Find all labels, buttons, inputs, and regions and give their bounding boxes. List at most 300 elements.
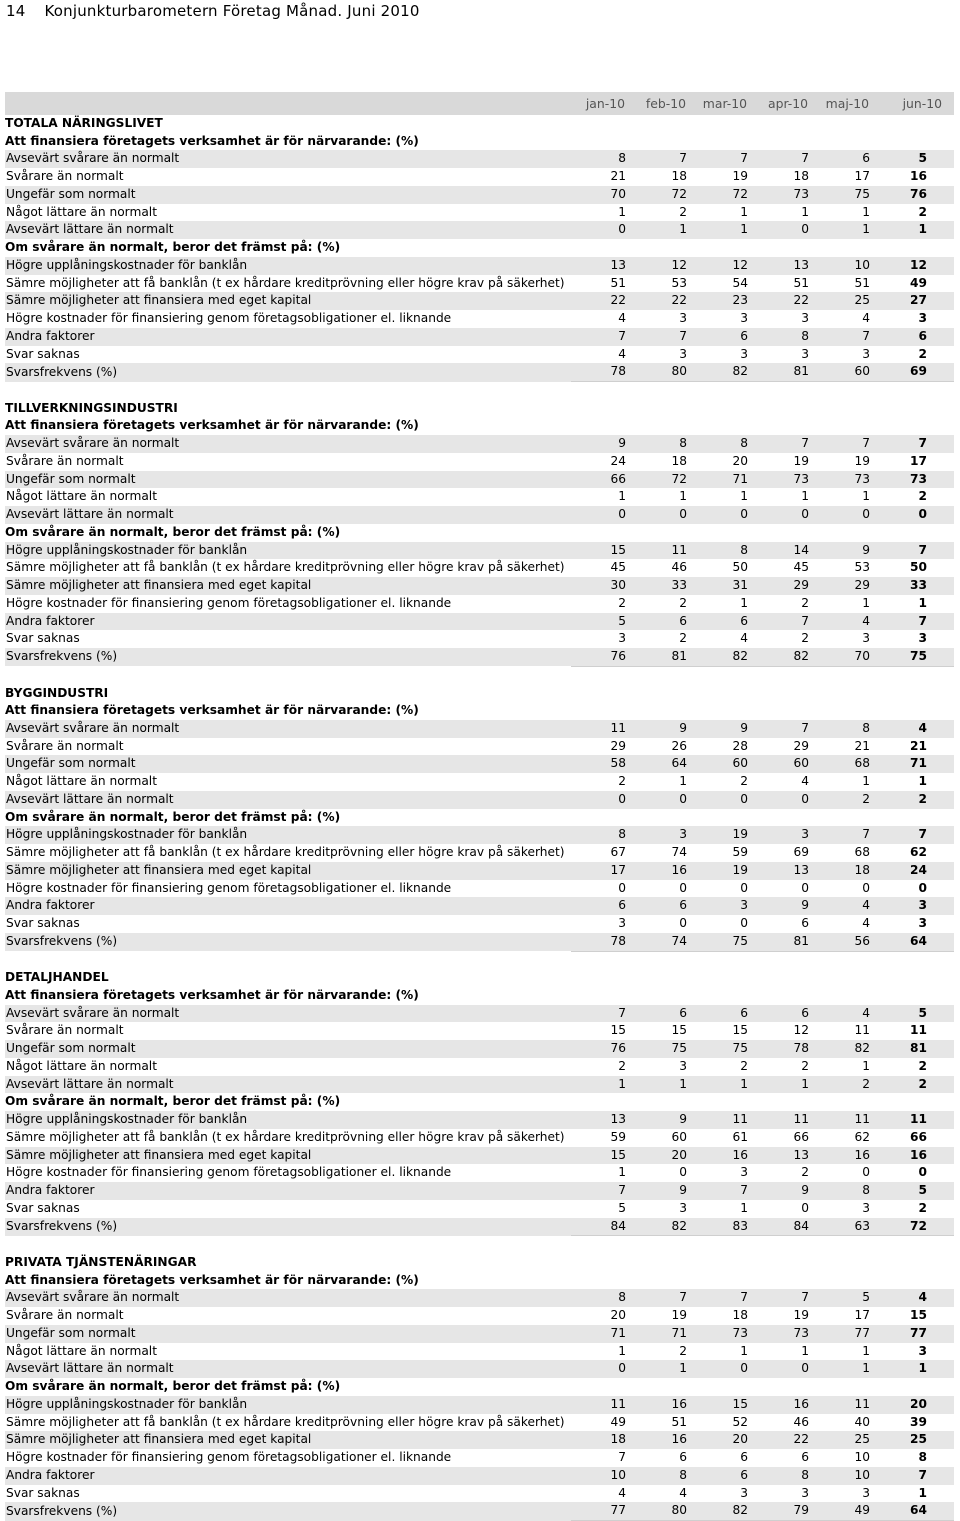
value-cell: 3	[754, 826, 815, 844]
value-cell: 16	[754, 1396, 815, 1414]
value-cell: 2	[632, 595, 693, 613]
value-cell: 9	[571, 435, 632, 453]
value-cell: 77	[571, 1502, 632, 1520]
value-cell: 2	[876, 346, 954, 364]
table-row	[5, 1147, 954, 1165]
value-cell: 1	[815, 221, 876, 239]
value-cell: 64	[876, 1502, 954, 1520]
table-row	[5, 506, 954, 524]
value-cell: 2	[876, 791, 954, 809]
value-cell: 8	[632, 435, 693, 453]
value-cell: 13	[754, 1147, 815, 1165]
value-cell: 72	[693, 186, 754, 204]
value-cell: 12	[876, 257, 954, 275]
table-row	[5, 186, 954, 204]
value-cell: 5	[876, 1182, 954, 1200]
value-cell: 78	[571, 363, 632, 381]
value-cell: 1	[815, 1058, 876, 1076]
value-cell: 11	[876, 1022, 954, 1040]
row-label: Högre kostnader för finansiering genom företagsobligationer el. liknande	[5, 595, 571, 613]
value-cell: 8	[693, 435, 754, 453]
section-spacer	[5, 382, 954, 400]
month-header: feb-10	[632, 92, 693, 115]
question-label: Om svårare än normalt, beror det främst på: (%)	[5, 1379, 341, 1394]
value-cell: 8	[632, 1467, 693, 1485]
value-cell: 1	[876, 773, 954, 791]
value-cell: 3	[632, 1200, 693, 1218]
value-cell: 3	[693, 897, 754, 915]
table-row	[5, 204, 954, 222]
value-cell: 22	[571, 292, 632, 310]
value-cell: 1	[693, 1343, 754, 1361]
value-cell: 16	[693, 1147, 754, 1165]
row-label: Avsevärt lättare än normalt	[5, 1360, 571, 1378]
value-cell: 0	[876, 880, 954, 898]
value-cell: 1	[754, 488, 815, 506]
value-cell: 0	[754, 791, 815, 809]
row-label: Ungefär som normalt	[5, 755, 571, 773]
value-cell: 0	[632, 880, 693, 898]
value-cell: 53	[632, 275, 693, 293]
section-title: PRIVATA TJÄNSTENÄRINGAR	[5, 1255, 197, 1269]
value-cell: 3	[693, 346, 754, 364]
row-label: Sämre möjligheter att få banklån (t ex hårdare kreditprövning eller högre krav på säkerhet)	[5, 844, 571, 862]
value-cell: 78	[754, 1040, 815, 1058]
table-row	[5, 1164, 954, 1182]
value-cell: 6	[754, 1449, 815, 1467]
value-cell: 27	[876, 292, 954, 310]
table-row	[5, 773, 954, 791]
question-row	[5, 417, 954, 435]
row-label: Andra faktorer	[5, 1182, 571, 1200]
value-cell: 51	[815, 275, 876, 293]
value-cell: 7	[876, 435, 954, 453]
value-cell: 3	[632, 310, 693, 328]
value-cell: 33	[632, 577, 693, 595]
value-cell: 73	[754, 1325, 815, 1343]
section-title-row	[5, 685, 954, 703]
value-cell: 1	[571, 1164, 632, 1182]
value-cell: 10	[815, 1467, 876, 1485]
value-cell: 0	[876, 506, 954, 524]
value-cell: 8	[754, 1467, 815, 1485]
value-cell: 11	[632, 542, 693, 560]
section-title: DETALJHANDEL	[5, 970, 109, 985]
value-cell: 1	[632, 1360, 693, 1378]
value-cell: 40	[815, 1414, 876, 1432]
value-cell: 3	[815, 346, 876, 364]
value-cell: 19	[754, 1307, 815, 1325]
value-cell: 16	[876, 1147, 954, 1165]
value-cell: 6	[815, 150, 876, 168]
value-cell: 23	[693, 292, 754, 310]
value-cell: 11	[815, 1111, 876, 1129]
table-row	[5, 1058, 954, 1076]
table-row	[5, 1325, 954, 1343]
value-cell: 22	[754, 292, 815, 310]
value-cell: 8	[693, 542, 754, 560]
table-row	[5, 1200, 954, 1218]
table-row	[5, 542, 954, 560]
table-row	[5, 1111, 954, 1129]
row-label: Andra faktorer	[5, 328, 571, 346]
table-row	[5, 328, 954, 346]
value-cell: 9	[632, 720, 693, 738]
value-cell: 9	[815, 542, 876, 560]
value-cell: 4	[815, 915, 876, 933]
question-row	[5, 239, 954, 257]
table-row	[5, 595, 954, 613]
value-cell: 19	[815, 453, 876, 471]
value-cell: 3	[693, 310, 754, 328]
question-row	[5, 809, 954, 827]
value-cell: 69	[754, 844, 815, 862]
value-cell: 1	[571, 204, 632, 222]
table-row	[5, 755, 954, 773]
value-cell: 20	[693, 453, 754, 471]
value-cell: 22	[754, 1431, 815, 1449]
value-cell: 3	[693, 1485, 754, 1503]
value-cell: 45	[754, 559, 815, 577]
row-label: Svar saknas	[5, 346, 571, 364]
row-label: Andra faktorer	[5, 1467, 571, 1485]
row-label: Högre upplåningskostnader för banklån	[5, 1111, 571, 1129]
value-cell: 24	[876, 862, 954, 880]
table-row	[5, 1485, 954, 1503]
value-cell: 30	[571, 577, 632, 595]
table-row	[5, 577, 954, 595]
value-cell: 2	[876, 1076, 954, 1094]
month-header: maj-10	[815, 92, 876, 115]
value-cell: 7	[693, 1182, 754, 1200]
value-cell: 1	[571, 1076, 632, 1094]
section-title-row	[5, 115, 954, 133]
spacer-cell	[5, 1236, 954, 1254]
table-row	[5, 613, 954, 631]
value-cell: 4	[754, 773, 815, 791]
value-cell: 8	[815, 1182, 876, 1200]
value-cell: 6	[754, 915, 815, 933]
value-cell: 1	[693, 488, 754, 506]
table-row	[5, 648, 954, 666]
value-cell: 1	[693, 595, 754, 613]
value-cell: 82	[754, 648, 815, 666]
table-row	[5, 453, 954, 471]
value-cell: 0	[693, 506, 754, 524]
value-cell: 1	[693, 204, 754, 222]
value-cell: 2	[876, 1058, 954, 1076]
value-cell: 64	[876, 933, 954, 951]
value-cell: 8	[815, 720, 876, 738]
row-label: Något lättare än normalt	[5, 1343, 571, 1361]
value-cell: 16	[815, 1147, 876, 1165]
row-label: Svårare än normalt	[5, 1022, 571, 1040]
value-cell: 52	[693, 1414, 754, 1432]
value-cell: 6	[632, 1005, 693, 1023]
section-spacer	[5, 666, 954, 684]
row-label: Svårare än normalt	[5, 1307, 571, 1325]
row-label: Svar saknas	[5, 1485, 571, 1503]
row-label: Avsevärt lättare än normalt	[5, 1076, 571, 1094]
value-cell: 74	[632, 844, 693, 862]
row-label: Ungefär som normalt	[5, 471, 571, 489]
table-row	[5, 1396, 954, 1414]
value-cell: 3	[815, 1200, 876, 1218]
value-cell: 71	[693, 471, 754, 489]
question-label: Om svårare än normalt, beror det främst på: (%)	[5, 809, 341, 824]
value-cell: 4	[815, 613, 876, 631]
value-cell: 3	[754, 346, 815, 364]
value-cell: 5	[571, 613, 632, 631]
value-cell: 15	[571, 1147, 632, 1165]
value-cell: 9	[632, 1111, 693, 1129]
value-cell: 7	[876, 542, 954, 560]
value-cell: 3	[754, 310, 815, 328]
value-cell: 2	[815, 791, 876, 809]
value-cell: 76	[571, 1040, 632, 1058]
value-cell: 8	[876, 1449, 954, 1467]
row-label: Svar saknas	[5, 1200, 571, 1218]
value-cell: 1	[876, 221, 954, 239]
value-cell: 21	[876, 738, 954, 756]
value-cell: 2	[876, 488, 954, 506]
section-title: BYGGINDUSTRI	[5, 685, 109, 700]
value-cell: 4	[571, 1485, 632, 1503]
row-label: Andra faktorer	[5, 897, 571, 915]
value-cell: 7	[754, 150, 815, 168]
row-label: Svarsfrekvens (%)	[5, 648, 571, 666]
row-label: Högre kostnader för finansiering genom företagsobligationer el. liknande	[5, 310, 571, 328]
row-label: Ungefär som normalt	[5, 1040, 571, 1058]
value-cell: 59	[571, 1129, 632, 1147]
value-cell: 19	[632, 1307, 693, 1325]
value-cell: 13	[571, 1111, 632, 1129]
value-cell: 4	[571, 310, 632, 328]
publication-title: Konjunkturbarometern Företag Månad. Juni 2010	[44, 2, 420, 20]
value-cell: 1	[693, 1076, 754, 1094]
table-row	[5, 791, 954, 809]
value-cell: 1	[815, 1343, 876, 1361]
value-cell: 73	[693, 1325, 754, 1343]
value-cell: 16	[632, 862, 693, 880]
row-label: Avsevärt svårare än normalt	[5, 435, 571, 453]
value-cell: 18	[571, 1431, 632, 1449]
value-cell: 1	[632, 773, 693, 791]
value-cell: 18	[632, 168, 693, 186]
value-cell: 1	[876, 595, 954, 613]
value-cell: 2	[693, 1058, 754, 1076]
value-cell: 20	[876, 1396, 954, 1414]
table-row	[5, 435, 954, 453]
value-cell: 4	[876, 720, 954, 738]
value-cell: 7	[815, 435, 876, 453]
value-cell: 0	[571, 791, 632, 809]
value-cell: 46	[754, 1414, 815, 1432]
value-cell: 0	[693, 915, 754, 933]
value-cell: 19	[693, 862, 754, 880]
question-label: Att finansiera företagets verksamhet är för närvarande: (%)	[5, 987, 419, 1002]
value-cell: 7	[754, 720, 815, 738]
value-cell: 19	[693, 168, 754, 186]
table-row	[5, 1022, 954, 1040]
section-title-row	[5, 969, 954, 987]
value-cell: 2	[876, 1200, 954, 1218]
value-cell: 1	[754, 204, 815, 222]
table-row	[5, 1414, 954, 1432]
value-cell: 70	[571, 186, 632, 204]
value-cell: 81	[754, 363, 815, 381]
value-cell: 1	[815, 595, 876, 613]
table-row	[5, 1307, 954, 1325]
value-cell: 1	[754, 1343, 815, 1361]
value-cell: 66	[571, 471, 632, 489]
value-cell: 49	[876, 275, 954, 293]
question-label: Om svårare än normalt, beror det främst på: (%)	[5, 1094, 341, 1109]
value-cell: 2	[754, 1164, 815, 1182]
table-row	[5, 168, 954, 186]
value-cell: 7	[876, 1467, 954, 1485]
value-cell: 6	[693, 1449, 754, 1467]
question-row	[5, 987, 954, 1005]
value-cell: 75	[815, 186, 876, 204]
row-label: Högre upplåningskostnader för banklån	[5, 257, 571, 275]
value-cell: 29	[815, 577, 876, 595]
row-label: Högre kostnader för finansiering genom företagsobligationer el. liknande	[5, 1449, 571, 1467]
value-cell: 72	[632, 186, 693, 204]
value-cell: 33	[876, 577, 954, 595]
value-cell: 0	[571, 1360, 632, 1378]
value-cell: 75	[876, 648, 954, 666]
row-label: Svarsfrekvens (%)	[5, 1218, 571, 1236]
value-cell: 3	[632, 826, 693, 844]
value-cell: 8	[571, 150, 632, 168]
question-label: Om svårare än normalt, beror det främst på: (%)	[5, 240, 341, 255]
row-label: Svårare än normalt	[5, 168, 571, 186]
value-cell: 62	[815, 1129, 876, 1147]
row-label: Avsevärt svårare än normalt	[5, 150, 571, 168]
table-row	[5, 221, 954, 239]
value-cell: 15	[571, 1022, 632, 1040]
value-cell: 0	[571, 506, 632, 524]
value-cell: 7	[815, 328, 876, 346]
value-cell: 18	[632, 453, 693, 471]
table-row	[5, 1449, 954, 1467]
value-cell: 12	[693, 257, 754, 275]
row-label: Svarsfrekvens (%)	[5, 363, 571, 381]
value-cell: 5	[571, 1200, 632, 1218]
table-row	[5, 1182, 954, 1200]
value-cell: 2	[632, 630, 693, 648]
table-row	[5, 150, 954, 168]
value-cell: 5	[815, 1289, 876, 1307]
value-cell: 18	[693, 1307, 754, 1325]
question-row	[5, 1093, 954, 1111]
value-cell: 83	[693, 1218, 754, 1236]
question-row	[5, 1378, 954, 1396]
row-label: Avsevärt svårare än normalt	[5, 1005, 571, 1023]
value-cell: 17	[815, 168, 876, 186]
value-cell: 16	[876, 168, 954, 186]
value-cell: 9	[754, 1182, 815, 1200]
value-cell: 50	[876, 559, 954, 577]
value-cell: 49	[815, 1502, 876, 1520]
value-cell: 26	[632, 738, 693, 756]
value-cell: 1	[754, 1076, 815, 1094]
value-cell: 31	[693, 577, 754, 595]
value-cell: 0	[754, 221, 815, 239]
row-label: Högre upplåningskostnader för banklån	[5, 1396, 571, 1414]
value-cell: 29	[754, 577, 815, 595]
value-cell: 10	[571, 1467, 632, 1485]
value-cell: 82	[693, 648, 754, 666]
value-cell: 76	[876, 186, 954, 204]
value-cell: 77	[876, 1325, 954, 1343]
value-cell: 75	[693, 933, 754, 951]
table-row	[5, 257, 954, 275]
row-label: Sämre möjligheter att finansiera med eget kapital	[5, 577, 571, 595]
value-cell: 29	[571, 738, 632, 756]
value-cell: 63	[815, 1218, 876, 1236]
value-cell: 60	[754, 755, 815, 773]
value-cell: 0	[754, 1200, 815, 1218]
table-row	[5, 933, 954, 951]
value-cell: 4	[876, 1289, 954, 1307]
value-cell: 12	[754, 1022, 815, 1040]
month-header: mar-10	[693, 92, 754, 115]
value-cell: 8	[571, 1289, 632, 1307]
value-cell: 74	[632, 933, 693, 951]
value-cell: 10	[815, 257, 876, 275]
table-row	[5, 346, 954, 364]
value-cell: 2	[754, 1058, 815, 1076]
table-row	[5, 1076, 954, 1094]
value-cell: 4	[815, 897, 876, 915]
value-cell: 19	[754, 453, 815, 471]
value-cell: 6	[571, 897, 632, 915]
value-cell: 84	[754, 1218, 815, 1236]
row-label: Avsevärt lättare än normalt	[5, 221, 571, 239]
value-cell: 39	[876, 1414, 954, 1432]
value-cell: 84	[571, 1218, 632, 1236]
value-cell: 1	[815, 1360, 876, 1378]
value-cell: 81	[876, 1040, 954, 1058]
value-cell: 53	[815, 559, 876, 577]
value-cell: 2	[693, 773, 754, 791]
value-cell: 0	[693, 791, 754, 809]
row-label: Avsevärt lättare än normalt	[5, 506, 571, 524]
value-cell: 80	[632, 363, 693, 381]
table-row	[5, 488, 954, 506]
table-row	[5, 897, 954, 915]
value-cell: 7	[754, 435, 815, 453]
value-cell: 17	[571, 862, 632, 880]
value-cell: 4	[815, 310, 876, 328]
value-cell: 73	[754, 186, 815, 204]
row-label: Högre upplåningskostnader för banklån	[5, 826, 571, 844]
value-cell: 77	[815, 1325, 876, 1343]
row-label: Ungefär som normalt	[5, 186, 571, 204]
value-cell: 29	[754, 738, 815, 756]
value-cell: 9	[632, 1182, 693, 1200]
value-cell: 69	[876, 363, 954, 381]
value-cell: 25	[876, 1431, 954, 1449]
value-cell: 9	[754, 897, 815, 915]
value-cell: 0	[815, 506, 876, 524]
table-row	[5, 1005, 954, 1023]
value-cell: 51	[571, 275, 632, 293]
row-label: Svarsfrekvens (%)	[5, 933, 571, 951]
value-cell: 7	[632, 1289, 693, 1307]
